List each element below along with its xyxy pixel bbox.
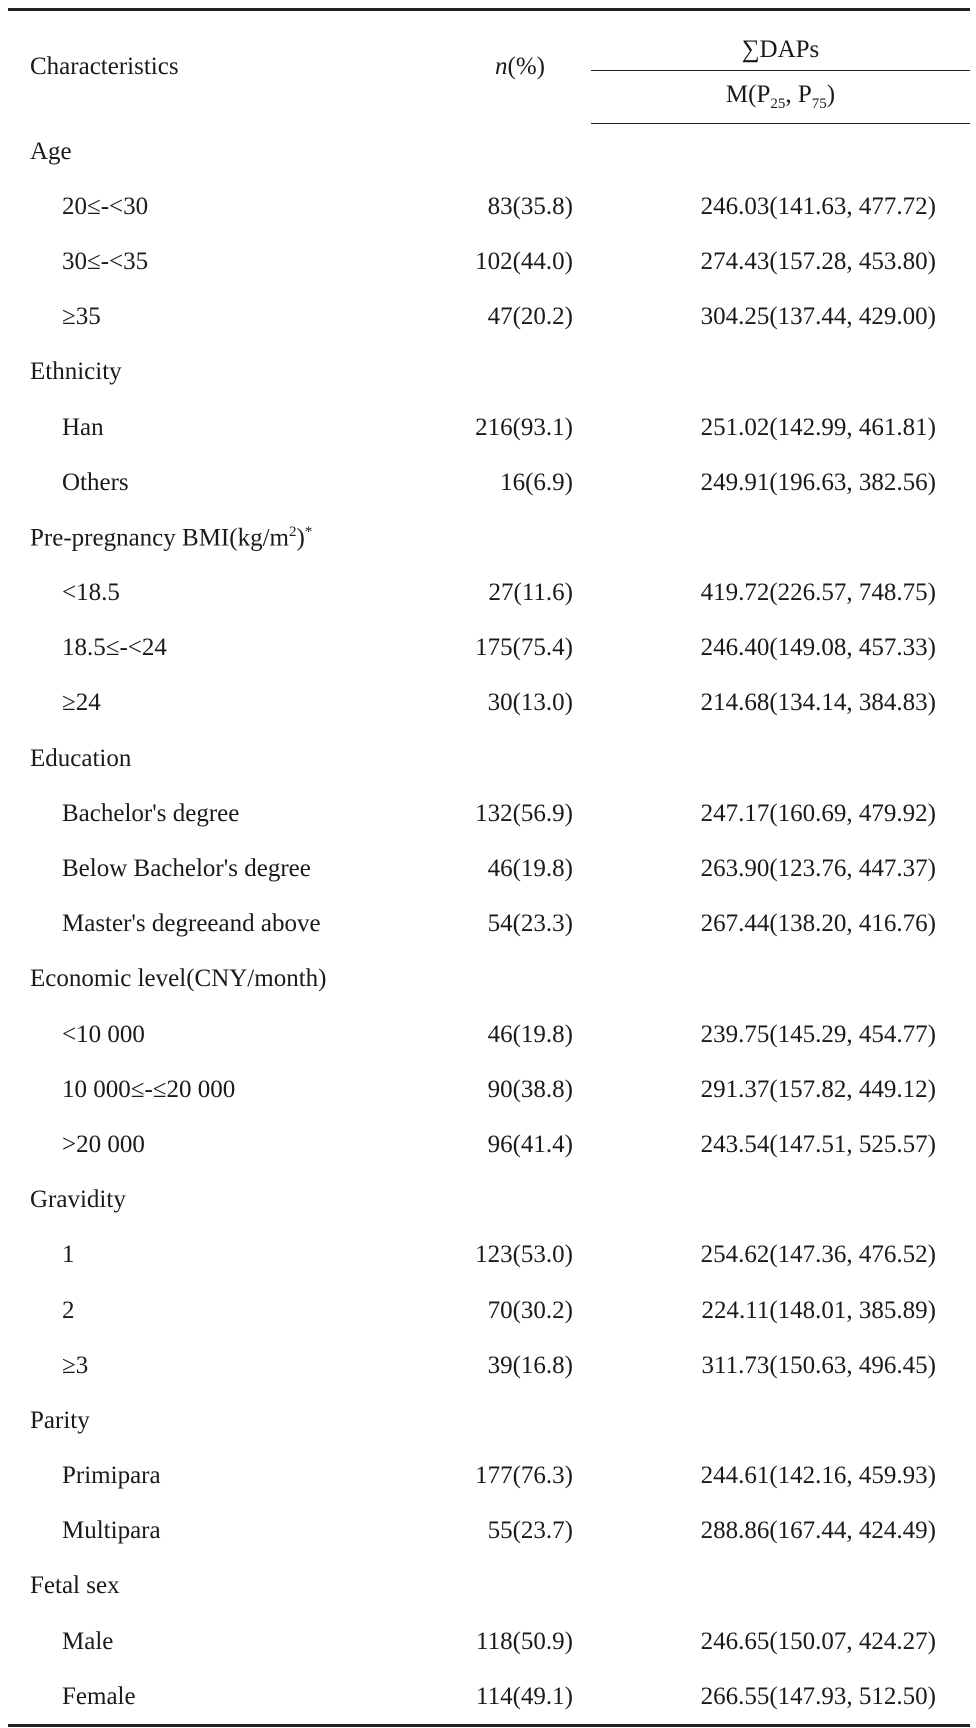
table-row [8, 1228, 970, 1283]
row-label: 10 000≤-≤20 000 [62, 1075, 236, 1103]
characteristics-table [8, 8, 970, 1727]
row-label: <18.5 [62, 579, 120, 607]
row-median-iqr: 274.43(157.28, 453.80) [700, 247, 936, 275]
row-median-iqr: 246.40(149.08, 457.33) [700, 634, 936, 662]
row-n-percent: 39(16.8) [487, 1351, 573, 1379]
table-row [8, 1449, 970, 1504]
row-n-percent: 177(76.3) [475, 1462, 573, 1490]
row-label: >20 000 [62, 1130, 145, 1158]
row-n-percent: 175(75.4) [475, 634, 573, 662]
row-label: Multipara [62, 1517, 161, 1545]
row-median-iqr: 246.65(150.07, 424.27) [700, 1627, 936, 1655]
group-label: Age [30, 137, 72, 165]
row-median-iqr: 254.62(147.36, 476.52) [700, 1241, 936, 1269]
row-n-percent: 46(19.8) [487, 855, 573, 883]
group-row [8, 1559, 970, 1614]
row-median-iqr: 244.61(142.16, 459.93) [700, 1462, 936, 1490]
row-label: ≥24 [62, 689, 101, 717]
row-n-percent: 123(53.0) [475, 1241, 573, 1269]
group-label: Ethnicity [30, 358, 122, 386]
row-label: Female [8, 1669, 449, 1726]
table-row [8, 290, 970, 345]
group-row [8, 510, 970, 565]
row-median-iqr: 419.72(226.57, 748.75) [700, 579, 936, 607]
row-median-iqr: 239.75(145.29, 454.77) [700, 1020, 936, 1048]
row-n-percent: 46(19.8) [487, 1020, 573, 1048]
row-label: ≥3 [62, 1351, 89, 1379]
row-label: Male [62, 1627, 114, 1655]
table-row [8, 1007, 970, 1062]
row-n-percent: 54(23.3) [487, 910, 573, 938]
row-label: 1 [62, 1241, 75, 1269]
table-row [8, 786, 970, 841]
row-label: 20≤-<30 [62, 192, 149, 220]
group-label: Fetal sex [30, 1572, 120, 1600]
row-n-percent: 55(23.7) [487, 1517, 573, 1545]
row-n-percent: 96(41.4) [487, 1130, 573, 1158]
group-row [8, 345, 970, 400]
row-n-percent: 83(35.8) [487, 192, 573, 220]
row-n-percent: 47(20.2) [487, 303, 573, 331]
row-label: 2 [62, 1296, 75, 1324]
table-row [8, 1117, 970, 1172]
row-median-iqr: 243.54(147.51, 525.57) [700, 1130, 936, 1158]
table-row [8, 1504, 970, 1559]
row-n-percent: 102(44.0) [475, 247, 573, 275]
header-row-top [8, 10, 970, 71]
median-mid: , P [785, 81, 812, 108]
p75-subscript: 75 [811, 96, 827, 112]
row-label: 30≤-<35 [62, 247, 149, 275]
bmi-superscript: 2 [288, 523, 297, 540]
table-row [8, 621, 970, 676]
row-median-iqr: 267.44(138.20, 416.76) [700, 910, 936, 938]
row-median-iqr: 263.90(123.76, 447.37) [700, 855, 936, 883]
group-label: Gravidity [30, 1186, 126, 1214]
group-label-bmi [8, 510, 970, 565]
col-header-median-iqr [591, 71, 970, 124]
median-suffix: ) [826, 81, 836, 108]
p25-subscript: 25 [770, 96, 786, 112]
n-symbol: n [495, 53, 508, 81]
group-label: Economic level(CNY/month) [30, 965, 327, 993]
bmi-text: Pre-pregnancy BMI(kg/m [30, 524, 289, 552]
pct-symbol: (%) [507, 53, 545, 81]
row-n-percent: 114(49.1) [449, 1669, 591, 1726]
col-header-n [449, 10, 591, 124]
table-row [8, 1338, 970, 1393]
row-median-iqr: 246.03(141.63, 477.72) [700, 192, 936, 220]
row-median-iqr: 224.11(148.01, 385.89) [701, 1296, 936, 1324]
table-body [8, 124, 970, 1726]
row-label: 18.5≤-<24 [62, 634, 167, 662]
row-n-percent: 216(93.1) [475, 413, 573, 441]
row-n-percent: 30(13.0) [487, 689, 573, 717]
table-row [8, 455, 970, 510]
group-row [8, 124, 970, 180]
group-row [8, 1173, 970, 1228]
row-n-percent: 70(30.2) [487, 1296, 573, 1324]
row-label: Below Bachelor's degree [62, 855, 311, 883]
group-row [8, 1393, 970, 1448]
group-row [8, 952, 970, 1007]
row-label: Others [62, 468, 129, 496]
row-label: Primipara [62, 1462, 161, 1490]
row-label: Han [62, 413, 104, 441]
table-row [8, 179, 970, 234]
col-header-characteristics: Characteristics [8, 10, 449, 124]
row-median-iqr: 304.25(137.44, 429.00) [700, 303, 936, 331]
table-row [8, 676, 970, 731]
table-row [8, 566, 970, 621]
row-n-percent: 16(6.9) [500, 468, 573, 496]
row-n-percent: 90(38.8) [487, 1075, 573, 1103]
row-label: Master's degreeand above [62, 910, 321, 938]
table-row [8, 1283, 970, 1338]
table-row [8, 841, 970, 896]
row-median-iqr: 311.73(150.63, 496.45) [701, 1351, 936, 1379]
row-median-iqr: 214.68(134.14, 384.83) [700, 689, 936, 717]
row-median-iqr: 247.17(160.69, 479.92) [700, 799, 936, 827]
row-label: ≥35 [62, 303, 101, 331]
row-n-percent: 118(50.9) [476, 1627, 573, 1655]
row-n-percent: 132(56.9) [475, 799, 573, 827]
row-label: <10 000 [62, 1020, 145, 1048]
table-row [8, 400, 970, 455]
row-median-iqr: 291.37(157.82, 449.12) [700, 1075, 936, 1103]
table-row [8, 1669, 970, 1726]
row-n-percent: 27(11.6) [488, 579, 573, 607]
row-median-iqr: 251.02(142.99, 461.81) [700, 413, 936, 441]
table-row [8, 897, 970, 952]
table-row [8, 1062, 970, 1117]
table-row [8, 1614, 970, 1669]
table-header [8, 10, 970, 124]
row-median-iqr: 249.91(196.63, 382.56) [700, 468, 936, 496]
bmi-suffix: ) [296, 524, 305, 552]
table-row [8, 234, 970, 289]
row-median-iqr: 266.55(147.93, 512.50) [591, 1669, 970, 1726]
group-label: Education [30, 744, 132, 772]
daps-label: ∑DAPs [741, 36, 820, 63]
row-median-iqr: 288.86(167.44, 424.49) [700, 1517, 936, 1545]
group-row [8, 731, 970, 786]
col-header-daps [591, 10, 970, 71]
group-label: Parity [30, 1406, 90, 1434]
bmi-footnote-mark: * [304, 523, 313, 540]
row-label: Bachelor's degree [62, 799, 240, 827]
median-prefix: M(P [725, 81, 771, 108]
